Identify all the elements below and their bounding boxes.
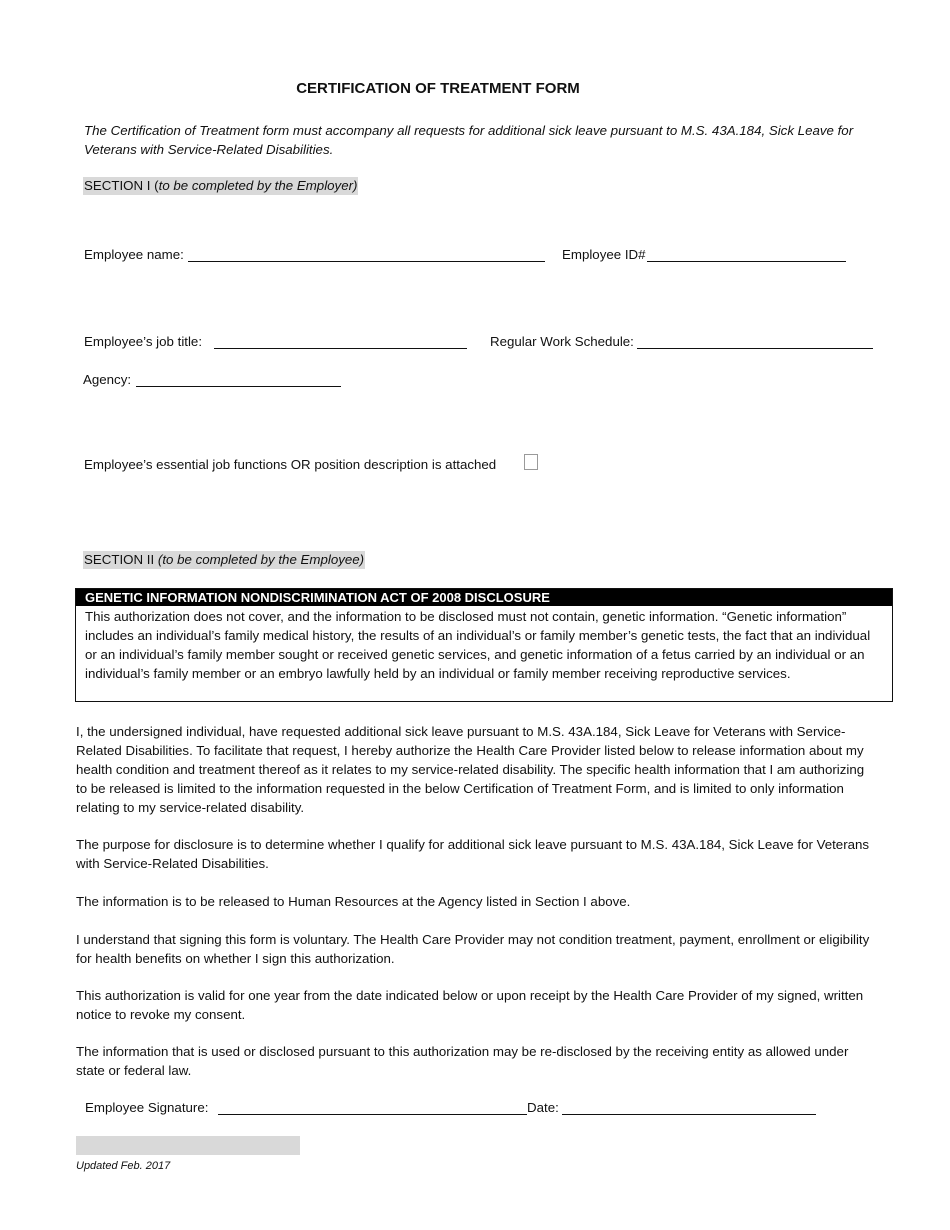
employee-id-field[interactable] (647, 261, 846, 262)
footer-shaded-bar (76, 1136, 300, 1155)
section-2-note: (to be completed by the Employee) (157, 552, 365, 567)
gina-body: This authorization does not cover, and the information to be disclosed must not contain, genetic information. “Genetic information” includes an individual’s family medical history, the results of an individual’s or family member’s genetic tests, the fact that an individual or an individual’s family member sought or received genetic services, and genetic information of a fetus carried by an individual or an individual’s family member or an embryo lawfully held by an individual or family member receiving reproductive services. (85, 609, 871, 681)
agency-field[interactable] (136, 386, 341, 387)
work-schedule-label: Regular Work Schedule: (490, 334, 634, 349)
page-title: CERTIFICATION OF TREATMENT FORM (296, 80, 580, 97)
section-2-heading (83, 551, 365, 569)
date-field[interactable] (562, 1114, 816, 1115)
gina-heading: GENETIC INFORMATION NONDISCRIMINATION ACT OF 2008 DISCLOSURE (76, 589, 892, 606)
job-title-field[interactable] (214, 348, 467, 349)
functions-attached-checkbox[interactable] (524, 454, 538, 470)
job-title-label: Employee’s job title: (84, 334, 203, 349)
work-schedule-field[interactable] (637, 348, 873, 349)
employee-name-field[interactable] (188, 261, 545, 262)
voluntary-paragraph: I understand that signing this form is voluntary. The Health Care Provider may not condition treatment, payment, enrollment or eligibility for health benefits on whether I sign this authorization. (76, 932, 870, 966)
signature-field[interactable] (218, 1114, 527, 1115)
agency-label: Agency: (83, 372, 132, 387)
section-1-heading (83, 177, 358, 195)
signature-label: Employee Signature: (85, 1100, 209, 1115)
intro-text: The Certification of Treatment form must accompany all requests for additional sick leave pursuant to M.S. 43A.184, Sick Leave for Veterans with Service-Related Disabilities. (84, 123, 854, 157)
redisclosure-paragraph: The information that is used or disclosed pursuant to this authorization may be re-disclosed by the receiving entity as allowed under state or federal law. (76, 1044, 849, 1078)
section-1-label: SECTION I ( (84, 178, 159, 193)
purpose-paragraph: The purpose for disclosure is to determine whether I qualify for additional sick leave pursuant to M.S. 43A.184, Sick Leave for Veterans with Service-Related Disabilities. (76, 837, 870, 871)
section-2-label: SECTION II (84, 552, 158, 567)
section-1-note: to be completed by the Employer) (158, 178, 358, 193)
gina-disclosure-box (75, 588, 893, 702)
date-label: Date: (527, 1100, 559, 1115)
functions-attached-label: Employee’s essential job functions OR position description is attached (84, 457, 497, 472)
employee-id-label: Employee ID# (562, 247, 646, 262)
updated-date: Updated Feb. 2017 (76, 1160, 171, 1172)
authorization-paragraph: I, the undersigned individual, have requested additional sick leave pursuant to M.S. 43A.184, Sick Leave for Veterans with Service-Related Disabilities. To facilitate that request, I hereby authorize the Health Care Provider listed below to release information about my health condition and treatment thereof as it relates to my service-related disability. The specific health information that I am authorizing to be released is limited to the information requested in the below Certification of Treatment Form, and is limited to only information relating to my service-related disability. (76, 724, 865, 815)
validity-paragraph: This authorization is valid for one year from the date indicated below or upon receipt by the Health Care Provider of my signed, written notice to revoke my consent. (76, 988, 864, 1022)
release-paragraph: The information is to be released to Human Resources at the Agency listed in Section I above. (76, 894, 631, 909)
employee-name-label: Employee name: (84, 247, 184, 262)
